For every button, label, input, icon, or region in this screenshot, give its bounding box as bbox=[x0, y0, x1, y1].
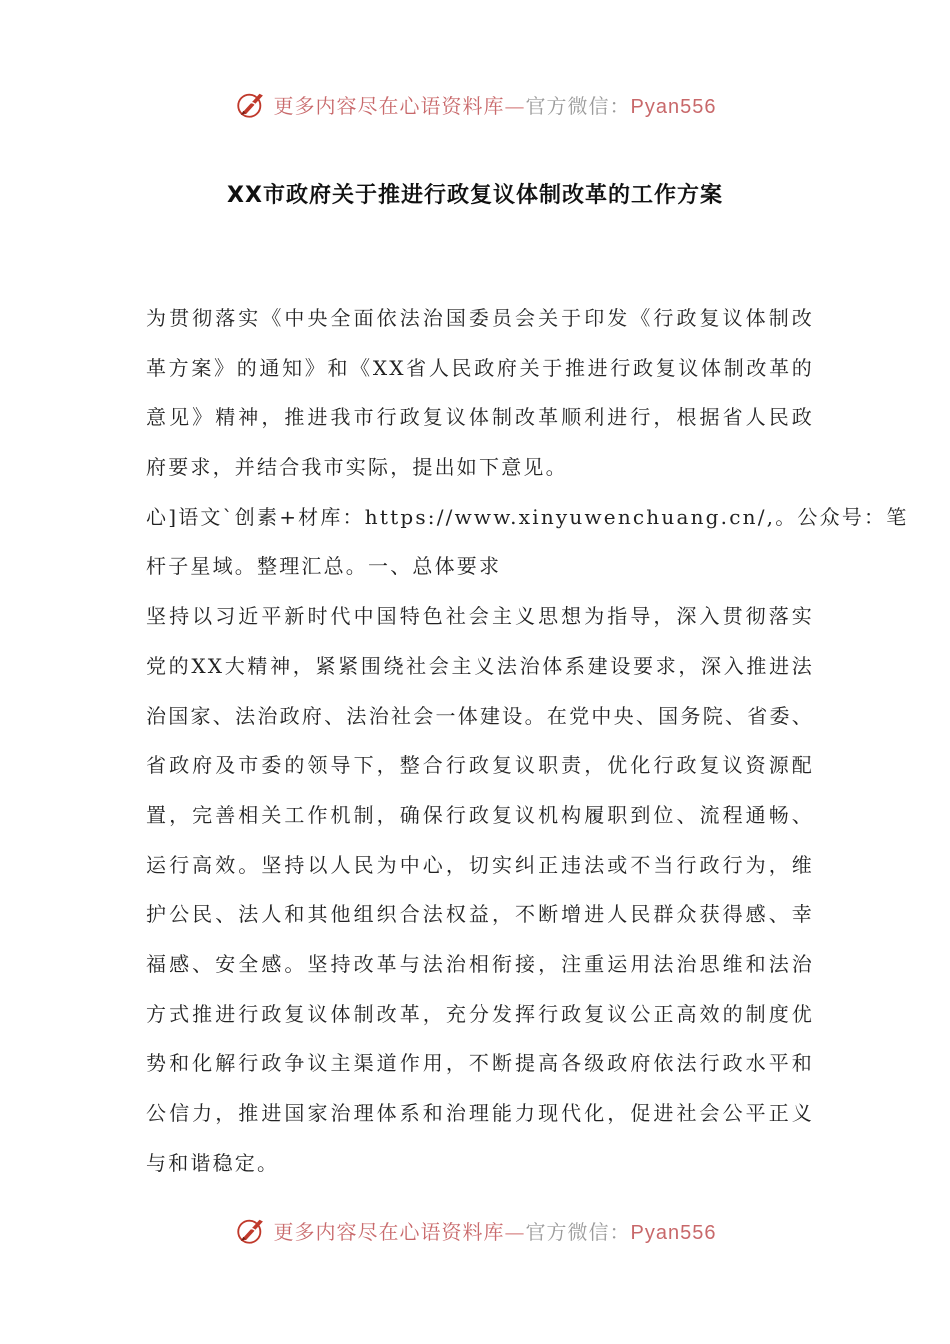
body-text-line: 革方案》的通知》和《XX省人民政府关于推进行政复议体制改革的 bbox=[146, 355, 814, 380]
watermark-wechat-id: Pyan556 bbox=[630, 1221, 717, 1244]
watermark-separator: — bbox=[504, 93, 526, 118]
body-text-line: 意见》精神，推进我市行政复议体制改革顺利进行，根据省人民政 bbox=[146, 405, 814, 430]
body-text-line: 运行高效。坚持以人民为中心，切实纠正违法或不当行政行为，维 bbox=[146, 852, 814, 877]
body-text-line: 为贯彻落实《中央全面依法治国委员会关于印发《行政复议体制改 bbox=[146, 306, 814, 330]
document-body bbox=[146, 294, 909, 1188]
watermark-wechat-id: Pyan556 bbox=[630, 95, 717, 118]
body-text-line: 府要求，并结合我市实际，提出如下意见。 bbox=[146, 455, 568, 480]
body-text-line: 公信力，推进国家治理体系和治理能力现代化，促进社会公平正义 bbox=[146, 1101, 814, 1125]
body-text-line: 护公民、法人和其他组织合法权益，不断增进人民群众获得感、幸 bbox=[146, 902, 814, 927]
watermark-label: 官方微信： bbox=[525, 1219, 631, 1244]
pen-circle-logo-icon bbox=[234, 87, 268, 121]
body-text-line: 杆子星域。整理汇总。一、总体要求 bbox=[146, 554, 502, 579]
watermark-separator: — bbox=[504, 1219, 526, 1244]
body-text-line: 福感、安全感。坚持改革与法治相衔接，注重运用法治思维和法治 bbox=[146, 951, 814, 976]
watermark-brand: 更多内容尽在心语资料库 bbox=[273, 1219, 505, 1244]
footer-watermark bbox=[0, 1210, 950, 1250]
body-text-line: 与和谐稳定。 bbox=[146, 1150, 280, 1175]
body-text-line: 势和化解行政争议主渠道作用，不断提高各级政府依法行政水平和 bbox=[146, 1051, 814, 1076]
body-text-line: 坚持以习近平新时代中国特色社会主义思想为指导，深入贯彻落实 bbox=[146, 604, 814, 629]
watermark-brand: 更多内容尽在心语资料库 bbox=[273, 93, 505, 118]
body-text-line: 置，完善相关工作机制，确保行政复议机构履职到位、流程通畅、 bbox=[146, 802, 814, 827]
body-text-line: 治国家、法治政府、法治社会一体建设。在党中央、国务院、省委、 bbox=[146, 703, 814, 728]
watermark-text bbox=[274, 1216, 717, 1245]
watermark-text bbox=[274, 90, 717, 119]
body-text-line: 党的XX大精神，紧紧围绕社会主义法治体系建设要求，深入推进法 bbox=[146, 653, 814, 678]
body-text-line: 省政府及市委的领导下，整合行政复议职责，优化行政复议资源配 bbox=[146, 753, 814, 778]
watermark-label: 官方微信： bbox=[525, 93, 631, 118]
pen-circle-logo-icon bbox=[234, 1213, 268, 1247]
document-title: XX市政府关于推进行政复议体制改革的工作方案 bbox=[227, 183, 723, 208]
body-text-line: 心]语文`创素+材库：https://www.xinyuwenchuang.cn/,。公众号：笔 bbox=[146, 504, 909, 529]
header-watermark bbox=[0, 84, 950, 124]
body-text-line: 方式推进行政复议体制改革，充分发挥行政复议公正高效的制度优 bbox=[146, 1001, 814, 1026]
